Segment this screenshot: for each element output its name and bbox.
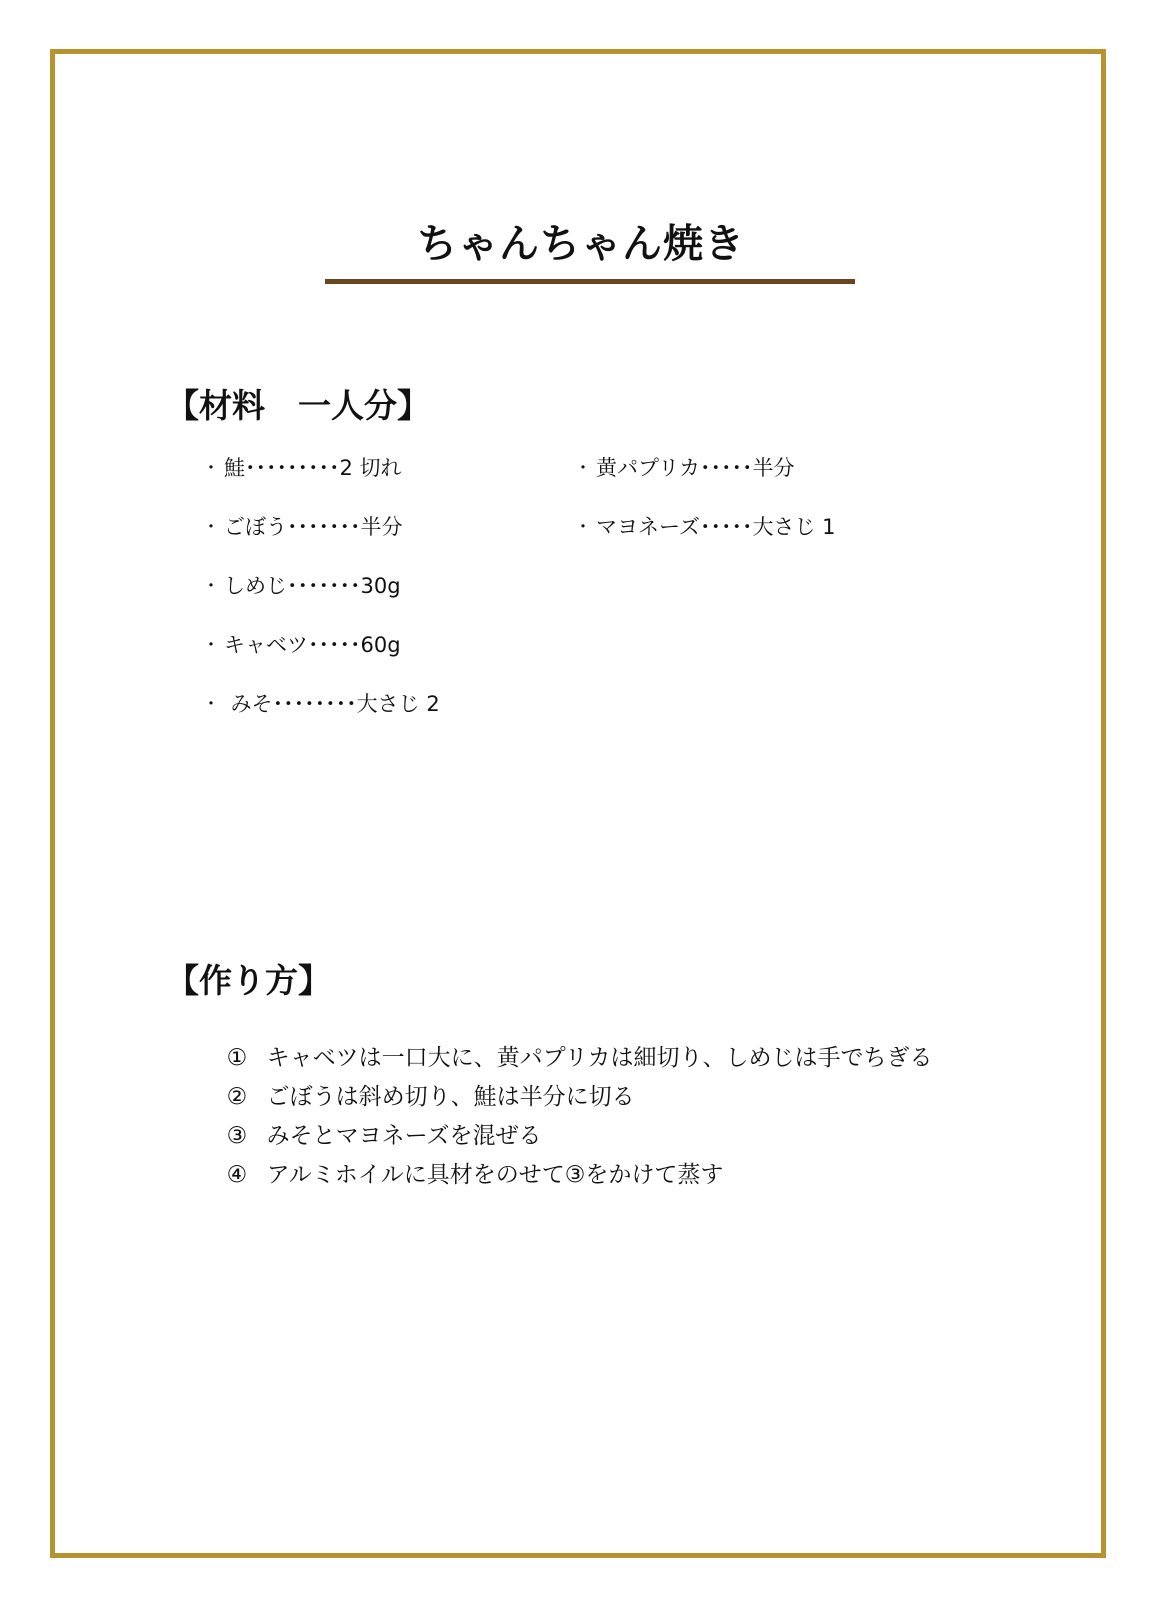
title-underline: [325, 279, 855, 284]
ingredient-item: [574, 452, 794, 482]
ingredient-text: 黄パプリカ･････半分: [596, 456, 795, 480]
ingredient-item: [574, 511, 836, 541]
step-text: アルミホイルに具材をのせて③をかけて蒸す: [266, 1162, 724, 1188]
page-border: [50, 49, 1106, 1558]
ingredient-item: [202, 688, 440, 718]
bullet: ・: [574, 458, 592, 479]
bullet: ・: [202, 694, 220, 715]
ingredients-heading: 【材料 一人分】: [166, 386, 430, 425]
ingredient-text: ごぼう･･･････半分: [224, 515, 403, 539]
step-number: ②: [226, 1084, 248, 1110]
ingredient-text: しめじ･･･････30g: [224, 574, 401, 598]
recipe-title: ちゃんちゃん焼き: [417, 221, 745, 267]
step-text: キャベツは一口大に、黄パプリカは細切り、しめじは手でちぎる: [266, 1045, 933, 1071]
bullet: ・: [202, 517, 220, 538]
ingredient-text: 鮭･････････2 切れ: [224, 456, 402, 480]
ingredient-text: みそ････････大さじ 2: [224, 692, 440, 716]
bullet: ・: [574, 517, 592, 538]
step-text: ごぼうは斜め切り、鮭は半分に切る: [266, 1084, 635, 1110]
ingredient-item: [202, 452, 402, 482]
ingredient-text: キャベツ･････60g: [224, 633, 401, 657]
method-step: [212, 1130, 723, 1189]
step-number: ③: [226, 1123, 248, 1149]
bullet: ・: [202, 458, 220, 479]
step-text: みそとマヨネーズを混ぜる: [266, 1123, 542, 1149]
step-number: ④: [226, 1162, 248, 1188]
method-heading: 【作り方】: [166, 961, 331, 1000]
bullet: ・: [202, 576, 220, 597]
ingredient-item: [202, 570, 401, 600]
ingredient-text: マヨネーズ･････大さじ 1: [596, 515, 836, 539]
step-number: ①: [226, 1045, 248, 1071]
ingredient-item: [202, 629, 401, 659]
ingredient-item: [202, 511, 403, 541]
bullet: ・: [202, 635, 220, 656]
